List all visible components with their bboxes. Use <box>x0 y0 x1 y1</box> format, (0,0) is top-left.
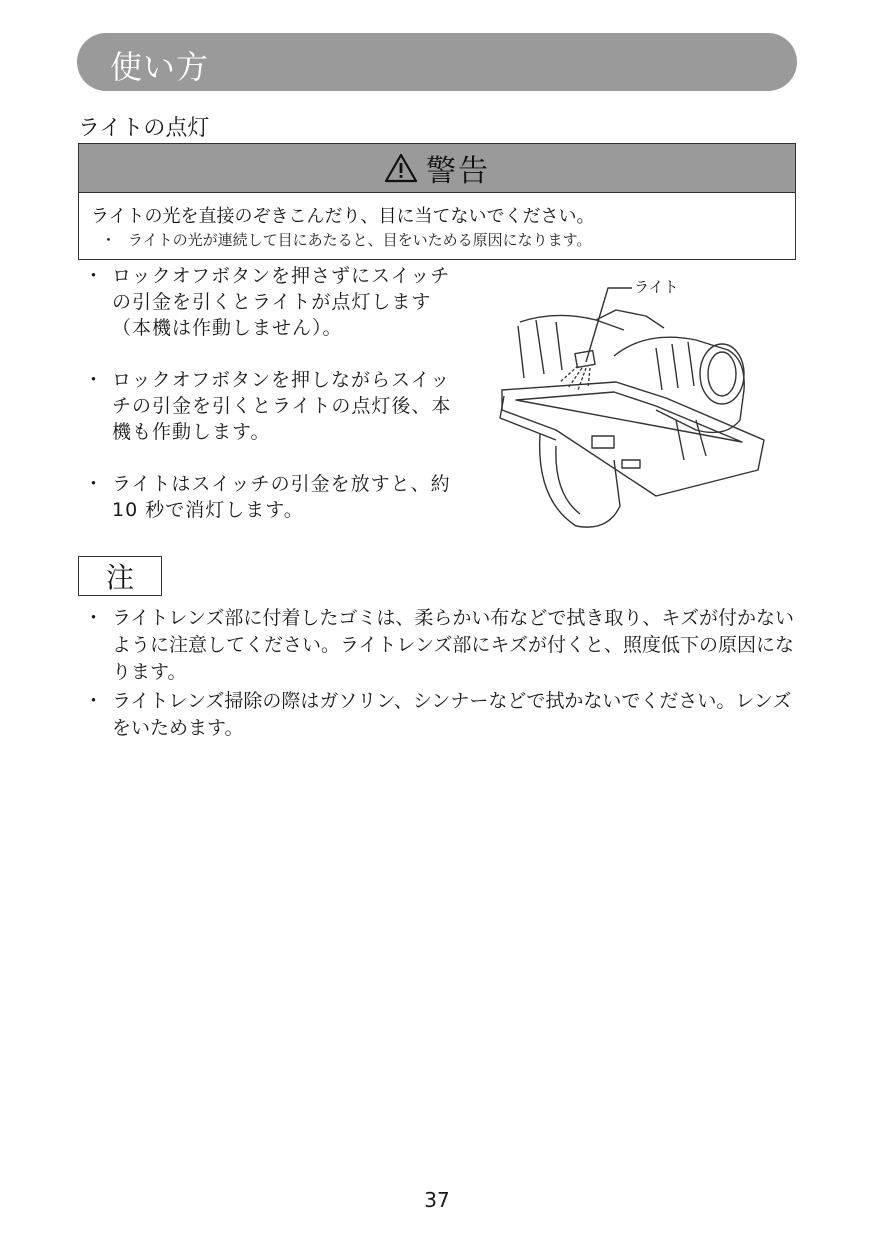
warning-label: 警告 <box>426 154 490 189</box>
note-box <box>78 556 162 596</box>
list-item <box>84 471 464 523</box>
circular-saw-illustration <box>496 270 776 532</box>
list-item-text: ロックオフボタンを押しながらスイッチの引金を引くとライトの点灯後、本機も作動します。 <box>112 369 452 443</box>
warning-triangle-icon <box>384 153 418 183</box>
list-item-text: ロックオフボタンを押さずにスイッチの引金を引くとライトが点灯します（本機は作動しません）。 <box>112 265 451 339</box>
section-title: ライトの点灯 <box>78 116 210 141</box>
warning-sub-body: ライトの光が連続して目にあたると、目をいためる原因になります。 <box>128 231 592 249</box>
warning-main-text: ライトの光を直接のぞきこんだり、目に当てないでください。 <box>91 206 595 227</box>
list-item-text: ライトはスイッチの引金を放すと、約 10 秒で消灯します。 <box>112 473 451 521</box>
list-item <box>84 367 464 445</box>
bullet-marker: ・ <box>84 369 104 391</box>
list-item <box>84 688 804 742</box>
light-label: ライト <box>634 278 679 296</box>
warning-header <box>79 144 795 193</box>
warning-box <box>78 143 796 260</box>
list-item-text: ライトレンズ部に付着したゴミは、柔らかい布などで拭き取り、キズが付かないように注意してください。ライトレンズ部にキズが付くと、照度低下の原因になります。 <box>112 607 795 683</box>
bullet-marker: ・ <box>84 690 104 712</box>
warning-sub-text <box>101 229 591 250</box>
page-title: 使い方 <box>110 48 210 86</box>
note-label: 注 <box>105 561 134 594</box>
bullet-marker: ・ <box>101 231 117 249</box>
list-item <box>84 263 464 341</box>
tool-illustration <box>496 270 776 532</box>
bullet-marker: ・ <box>84 473 104 495</box>
bullet-marker: ・ <box>84 265 104 287</box>
header-bar <box>77 33 797 91</box>
list-item-text: ライトレンズ掃除の際はガソリン、シンナーなどで拭かないでください。レンズをいためます。 <box>112 690 792 739</box>
instruction-list <box>84 263 464 549</box>
note-list <box>84 605 804 744</box>
list-item <box>84 605 804 686</box>
bullet-marker: ・ <box>84 607 104 629</box>
page-number: 37 <box>424 1188 450 1212</box>
